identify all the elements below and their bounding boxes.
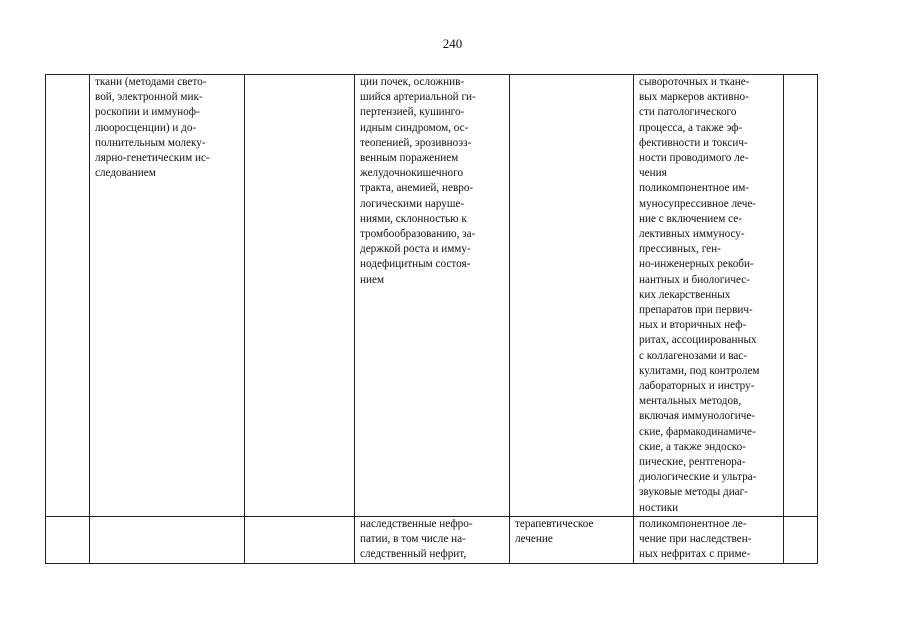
table-cell-diagnostics — [90, 516, 245, 563]
table-cell-patient-model: ции почек, осложнив- шийся артериальной ги- пертензией, кушинго- идным синдромом, ос- теопенией, эрозивноэз- венным поражением желудочнокишечного тракта, анемией, невро- логическими наруше- ниями, склонностью к тромбообразованию, за- держкой роста и имму- нодефицитным состоя- нием — [355, 75, 510, 517]
table-cell-icd-code — [245, 516, 355, 563]
table-cell-number — [46, 516, 90, 563]
table-cell-patient-model: наследственные нефро- патии, в том числе на- следственный нефрит, — [355, 516, 510, 563]
table-cell-treatment-method: сывороточных и ткане- вых маркеров активно- сти патологического процесса, а также эф- фективности и токсич- ности проводимого ле- чения поликомпонентное им- муносупрессивное лече- ние с включением се- лективных иммуносу- прессивных, ген- но-инженерных рекоби- нантных и биологичес- ких лекарственных препаратов при первич- ных и вторичных неф- ритах, ассоциированных с коллагенозами и вас- кулитами, под контролем лабораторных и инстру- ментальных методов, включая иммунологиче- ские, фармакодинамиче- ские, а также эндоско- пические, рентгенора- диологические и ультра- звуковые методы диаг- ностики — [634, 75, 784, 517]
table-cell-number — [46, 75, 90, 517]
table-cell-treatment-type: терапевтическое лечение — [510, 516, 634, 563]
table-cell-treatment-type — [510, 75, 634, 517]
table-cell-diagnostics: ткани (методами свето- вой, электронной мик- роскопии и иммуноф- люоросценции) и до- полнительным молеку- лярно-генетическим ис- следованием — [90, 75, 245, 517]
medical-care-table — [45, 74, 818, 564]
table-row — [46, 75, 818, 517]
table-cell-treatment-method: поликомпонентное ле- чение при наследствен- ных нефритах с приме- — [634, 516, 784, 563]
page-number: 240 — [442, 36, 463, 51]
table-cell-cost — [784, 516, 818, 563]
table-cell-cost — [784, 75, 818, 517]
table-row — [46, 516, 818, 563]
table-cell-icd-code — [245, 75, 355, 517]
